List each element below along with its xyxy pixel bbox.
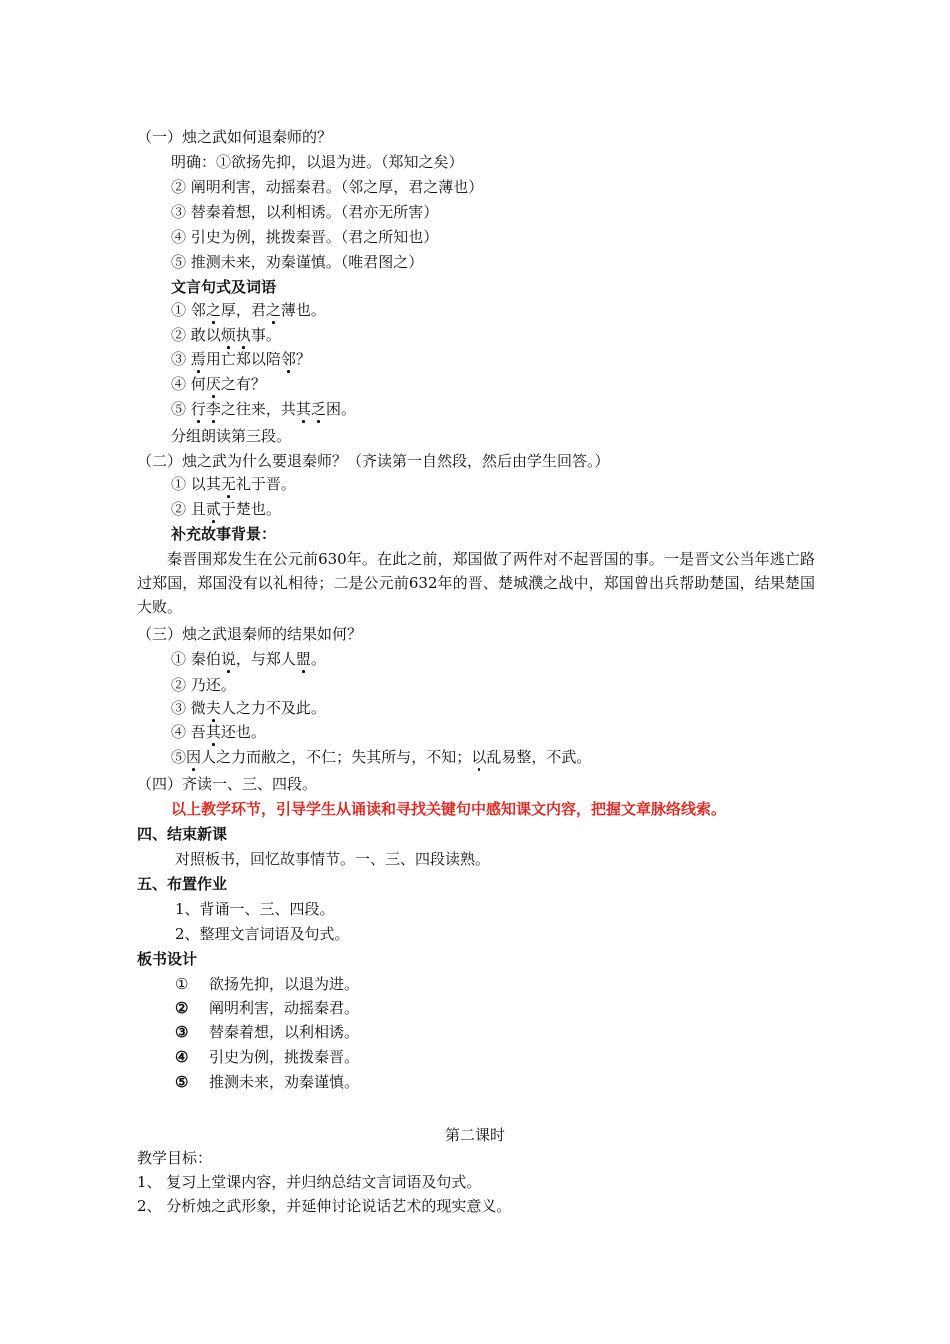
phrase-item: ② 敢以烦执事。 <box>171 326 281 344</box>
phrase-item: ④ 何厌之有？ <box>171 375 266 393</box>
section-title-homework: 五、布置作业 <box>137 875 228 893</box>
q1-answer: ③ 替秦着想，以利相诱。（君亦无所害） <box>171 203 439 221</box>
homework-item: 1、背诵一、三、四段。 <box>175 900 335 918</box>
goal-item: 1、 复习上堂课内容，并归纳总结文言词语及句式。 <box>137 1173 482 1191</box>
board-item <box>175 974 359 994</box>
q3-answer: ④ 吾其还也。 <box>171 723 266 741</box>
q3-answer: ① 秦伯说，与郑人盟。 <box>171 650 326 668</box>
board-item-text: 阐明利害，动摇秦君。 <box>209 999 360 1017</box>
q4-heading: （四）齐读一、三、四段。 <box>137 775 318 793</box>
q2-heading: （二）烛之武为什么要退秦师？（齐读第一自然段，然后由学生回答。） <box>137 452 610 470</box>
board-item-text: 推测未来，劝秦谨慎。 <box>209 1073 360 1091</box>
q1-answer: ⑤ 推测未来，劝秦谨慎。（唯君图之） <box>171 253 424 271</box>
q1-answer: ② 阐明利害，动摇秦君。（邻之厚，君之薄也） <box>171 178 484 196</box>
board-item-number: ① <box>175 975 189 993</box>
goal-item: 2、 分析烛之武形象，并延伸讨论说话艺术的现实意义。 <box>137 1197 512 1215</box>
background-paragraph: 秦晋围郑发生在公元前630年。在此之前，郑国做了两件对不起晋国的事。一是晋文公当年逃亡路过郑国，郑国没有以礼相待；二是公元前632年的晋、楚城濮之战中，郑国曾出兵帮助楚国，结果楚国大败。 <box>137 550 815 616</box>
board-item-number: ③ <box>175 1023 189 1041</box>
board-item-number: ② <box>175 999 189 1017</box>
phrase-item: ③ 焉用亡郑以陪邻？ <box>171 350 311 368</box>
section-title-end-lesson: 四、结束新课 <box>137 825 228 843</box>
reading-instruction: 分组朗读第三段。 <box>171 427 292 445</box>
background-title: 补充故事背景： <box>171 525 277 543</box>
phrase-item: ⑤ 行李之往来，共其乏困。 <box>171 400 356 418</box>
section-text: 对照板书，回忆故事情节。一、三、四段读熟。 <box>175 850 491 868</box>
homework-item: 2、整理文言词语及句式。 <box>175 925 350 943</box>
q2-answer: ② 且贰于楚也。 <box>171 500 281 518</box>
q3-heading: （三）烛之武退秦师的结果如何？ <box>137 625 363 643</box>
board-item-number: ④ <box>175 1048 189 1066</box>
board-item <box>175 1022 359 1042</box>
board-item-text: 欲扬先抑，以退为进。 <box>209 975 360 993</box>
board-title: 板书设计 <box>137 950 198 968</box>
phrase-item: ① 邻之厚，君之薄也。 <box>171 301 326 319</box>
board-item-text: 引史为例，挑拨秦晋。 <box>209 1048 360 1066</box>
board-item <box>175 1047 359 1067</box>
teaching-note: 以上教学环节，引导学生从诵读和寻找关键句中感知课文内容，把握文章脉络线索。 <box>171 800 727 818</box>
q3-answer: ⑤因人之力而敝之，不仁；失其所与，不知；以乱易整，不武。 <box>171 748 592 766</box>
q3-answer: ③ 微夫人之力不及此。 <box>171 699 326 717</box>
lesson2-title: 第二课时 <box>444 1126 505 1144</box>
q1-answer: 明确：①欲扬先抑，以退为进。（郑知之矣） <box>171 153 464 171</box>
goals-label: 教学目标： <box>137 1149 213 1167</box>
phrases-title: 文言句式及词语 <box>171 278 277 296</box>
board-item-number: ⑤ <box>175 1073 189 1091</box>
board-item <box>175 998 359 1018</box>
q1-answer: ④ 引史为例，挑拨秦晋。（君之所知也） <box>171 228 439 246</box>
q1-heading: （一）烛之武如何退秦师的？ <box>137 128 333 146</box>
q3-answer: ② 乃还。 <box>171 676 236 694</box>
board-item <box>175 1072 359 1092</box>
board-item-text: 替秦着想，以利相诱。 <box>209 1023 360 1041</box>
q2-answer: ① 以其无礼于晋。 <box>171 475 296 493</box>
